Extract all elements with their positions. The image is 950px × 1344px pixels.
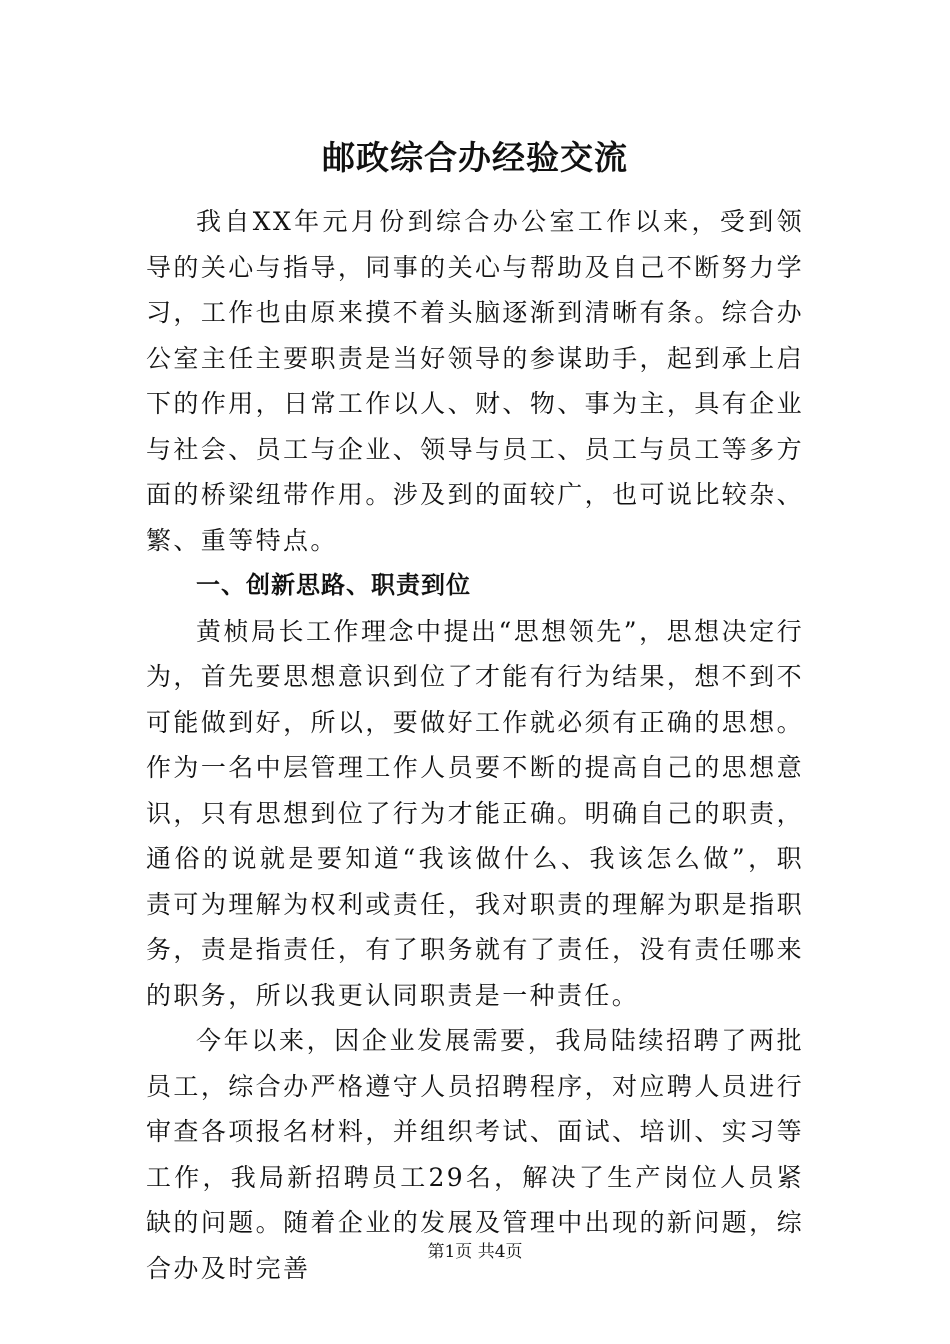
page-number-footer: 第1页 共4页 [427,1242,523,1262]
section-heading: 一、创新思路、职责到位 [196,571,471,599]
paragraph-intro: 我自XX年元月份到综合办公室工作以来，受到领导的关心与指导，同事的关心与帮助及自己不断努力学习，工作也由原来摸不着头脑逐渐到清晰有条。综合办公室主任主要职责是当好领导的参谋助手，起到承上启下的作用，日常工作以人、财、物、事为主，具有企业与社会、员工与企业、领导与员工、员工与员工等多方面的桥梁纽带作用。涉及到的面较广，也可说比较杂、繁、重等特点。 [146,207,804,555]
document-body [146,199,804,1291]
paragraph-recruitment: 今年以来，因企业发展需要，我局陆续招聘了两批员工，综合办严格遵守人员招聘程序，对应聘人员进行审查各项报名材料，并组织考试、面试、培训、实习等工作，我局新招聘员工29名，解决了生产岗位人员紧缺的问题。随着企业的发展及管理中出现的新问题，综合办及时完善 [146,1026,804,1283]
document-title: 邮政综合办经验交流 [322,138,628,177]
paragraph-thinking: 黄桢局长工作理念中提出“思想领先”，思想决定行为，首先要思想意识到位了才能有行为结果，想不到不可能做到好，所以，要做好工作就必须有正确的思想。作为一名中层管理工作人员要不断的提高自己的思想意识，只有思想到位了行为才能正确。明确自己的职责，通俗的说就是要知道“我该做什么、我该怎么做”，职责可为理解为权利或责任，我对职责的理解为职是指职务，责是指责任，有了职务就有了责任，没有责任哪来的职务，所以我更认同职责是一种责任。 [146,616,804,1010]
